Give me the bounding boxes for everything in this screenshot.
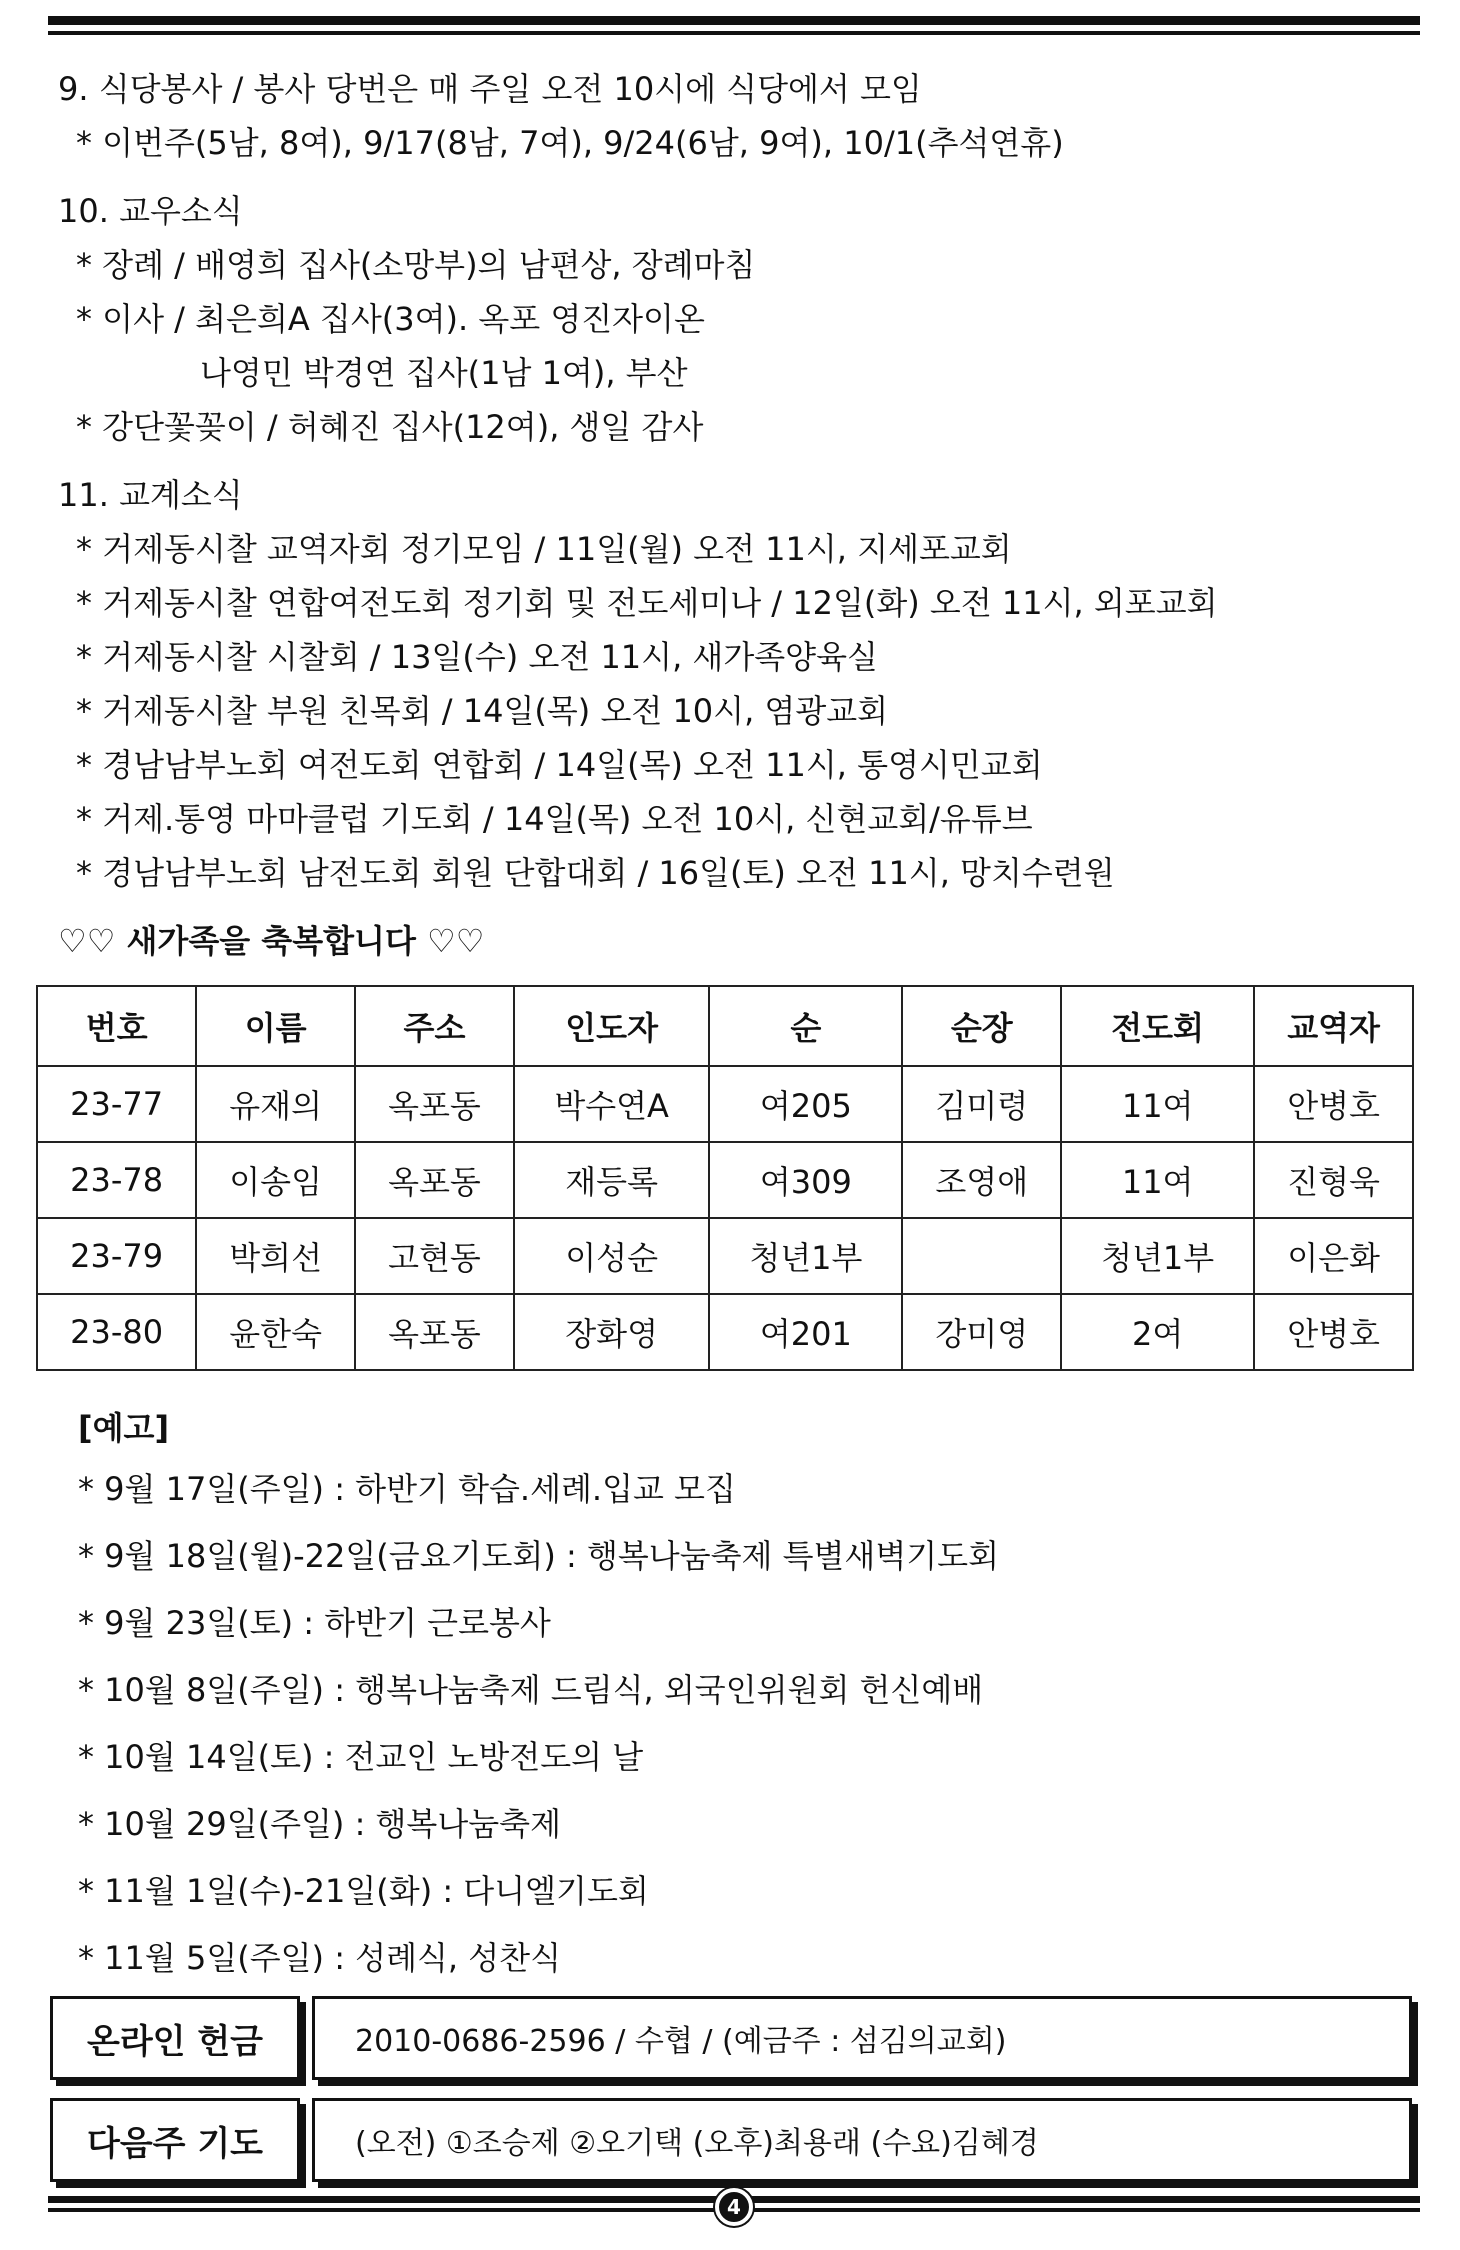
table-cell: 진형욱 xyxy=(1254,1142,1413,1218)
table-cell: 23-79 xyxy=(37,1218,196,1294)
table-cell: 박수연A xyxy=(514,1066,710,1142)
notice-item: * 9월 18일(월)-22일(금요기도회) : 행복나눔축제 특별새벽기도회 xyxy=(78,1537,999,1575)
new-family-title: ♡♡ 새가족을 축복합니다 ♡♡ xyxy=(58,922,485,960)
table-cell: 이은화 xyxy=(1254,1218,1413,1294)
section-11-item: * 거제동시찰 시찰회 / 13일(수) 오전 11시, 새가족양육실 xyxy=(76,638,878,676)
notice-item: * 11월 1일(수)-21일(화) : 다니엘기도회 xyxy=(78,1872,649,1910)
table-cell: 안병호 xyxy=(1254,1066,1413,1142)
table-cell: 조영애 xyxy=(902,1142,1061,1218)
table-cell: 이송임 xyxy=(196,1142,355,1218)
notice-section xyxy=(78,1400,999,1992)
section-9-item: * 이번주(5남, 8여), 9/17(8남, 7여), 9/24(6남, 9여), 10/1(추석연휴) xyxy=(76,124,1064,162)
section-11-item: * 경남남부노회 남전도회 회원 단합대회 / 16일(토) 오전 11시, 망치수련원 xyxy=(76,854,1115,892)
table-cell: 여201 xyxy=(709,1294,902,1370)
notice-item: * 9월 17일(주일) : 하반기 학습.세례.입교 모집 xyxy=(78,1470,736,1508)
table-cell: 여205 xyxy=(709,1066,902,1142)
notice-title: [예고] xyxy=(78,1409,170,1447)
table-cell: 11여 xyxy=(1061,1066,1254,1142)
table-cell: 장화영 xyxy=(514,1294,710,1370)
section-11-item: * 거제동시찰 교역자회 정기모임 / 11일(월) 오전 11시, 지세포교회 xyxy=(76,530,1012,568)
next-week-prayer-row xyxy=(50,2098,1420,2182)
section-10-item: * 강단꽃꽂이 / 허혜진 집사(12여), 생일 감사 xyxy=(76,408,704,446)
notice-item: * 10월 8일(주일) : 행복나눔축제 드림식, 외국인위원회 헌신예배 xyxy=(78,1671,984,1709)
section-11-item: * 거제.통영 마마클럽 기도회 / 14일(목) 오전 10시, 신현교회/유튜브 xyxy=(76,800,1033,838)
table-cell: 여309 xyxy=(709,1142,902,1218)
table-row xyxy=(37,1294,1413,1370)
top-rule-thick xyxy=(48,16,1420,25)
page-number: 4 xyxy=(715,2188,753,2226)
table-cell: 윤한숙 xyxy=(196,1294,355,1370)
next-week-prayer-label: 다음주 기도 xyxy=(50,2098,300,2182)
column-header: 전도회 xyxy=(1061,986,1254,1066)
table-cell: 강미영 xyxy=(902,1294,1061,1370)
section-10-item: * 장례 / 배영희 집사(소망부)의 남편상, 장례마침 xyxy=(76,246,756,284)
notice-item: * 11월 5일(주일) : 성례식, 성찬식 xyxy=(78,1939,561,1977)
top-rule xyxy=(48,16,1420,38)
table-cell: 옥포동 xyxy=(355,1294,514,1370)
top-rule-thin xyxy=(48,31,1420,35)
table-cell: 이성순 xyxy=(514,1218,710,1294)
table-cell: 박희선 xyxy=(196,1218,355,1294)
new-family-table xyxy=(36,985,1414,1371)
table-cell: 옥포동 xyxy=(355,1142,514,1218)
section-9-title: 9. 식당봉사 / 봉사 당번은 매 주일 오전 10시에 식당에서 모임 xyxy=(58,70,922,108)
table-row xyxy=(37,1066,1413,1142)
table-cell: 청년1부 xyxy=(1061,1218,1254,1294)
table-cell xyxy=(902,1218,1061,1294)
table-cell: 안병호 xyxy=(1254,1294,1413,1370)
notice-item: * 9월 23일(토) : 하반기 근로봉사 xyxy=(78,1604,551,1642)
table-cell: 23-77 xyxy=(37,1066,196,1142)
section-11-title: 11. 교계소식 xyxy=(58,476,243,514)
online-offering-account: 2010-0686-2596 / 수협 / (예금주 : 섬김의교회) xyxy=(312,1996,1412,2080)
column-header: 주소 xyxy=(355,986,514,1066)
column-header: 이름 xyxy=(196,986,355,1066)
section-10-item: 나영민 박경연 집사(1남 1여), 부산 xyxy=(200,354,688,392)
column-header: 순 xyxy=(709,986,902,1066)
table-row xyxy=(37,1142,1413,1218)
table-row xyxy=(37,1218,1413,1294)
table-cell: 김미령 xyxy=(902,1066,1061,1142)
section-10-item: * 이사 / 최은희A 집사(3여). 옥포 영진자이온 xyxy=(76,300,705,338)
section-10-title: 10. 교우소식 xyxy=(58,192,243,230)
table-header-row xyxy=(37,986,1413,1066)
bottom-rule xyxy=(48,2196,1420,2226)
notice-item: * 10월 29일(주일) : 행복나눔축제 xyxy=(78,1805,561,1843)
section-11-item: * 거제동시찰 부원 친목회 / 14일(목) 오전 10시, 염광교회 xyxy=(76,692,889,730)
section-11-item: * 경남남부노회 여전도회 연합회 / 14일(목) 오전 11시, 통영시민교회 xyxy=(76,746,1043,784)
next-week-prayer-names: (오전) ①조승제 ②오기택 (오후)최용래 (수요)김혜경 xyxy=(312,2098,1412,2182)
table-cell: 11여 xyxy=(1061,1142,1254,1218)
column-header: 번호 xyxy=(37,986,196,1066)
column-header: 인도자 xyxy=(514,986,710,1066)
online-offering-row xyxy=(50,1996,1420,2080)
notice-item: * 10월 14일(토) : 전교인 노방전도의 날 xyxy=(78,1738,644,1776)
table-cell: 고현동 xyxy=(355,1218,514,1294)
table-cell: 23-78 xyxy=(37,1142,196,1218)
table-cell: 청년1부 xyxy=(709,1218,902,1294)
column-header: 교역자 xyxy=(1254,986,1413,1066)
section-11-item: * 거제동시찰 연합여전도회 정기회 및 전도세미나 / 12일(화) 오전 11시, 외포교회 xyxy=(76,584,1218,622)
announcements xyxy=(58,62,1418,968)
table-cell: 23-80 xyxy=(37,1294,196,1370)
table-cell: 2여 xyxy=(1061,1294,1254,1370)
column-header: 순장 xyxy=(902,986,1061,1066)
online-offering-label: 온라인 헌금 xyxy=(50,1996,300,2080)
table-cell: 재등록 xyxy=(514,1142,710,1218)
table-cell: 옥포동 xyxy=(355,1066,514,1142)
table-cell: 유재의 xyxy=(196,1066,355,1142)
